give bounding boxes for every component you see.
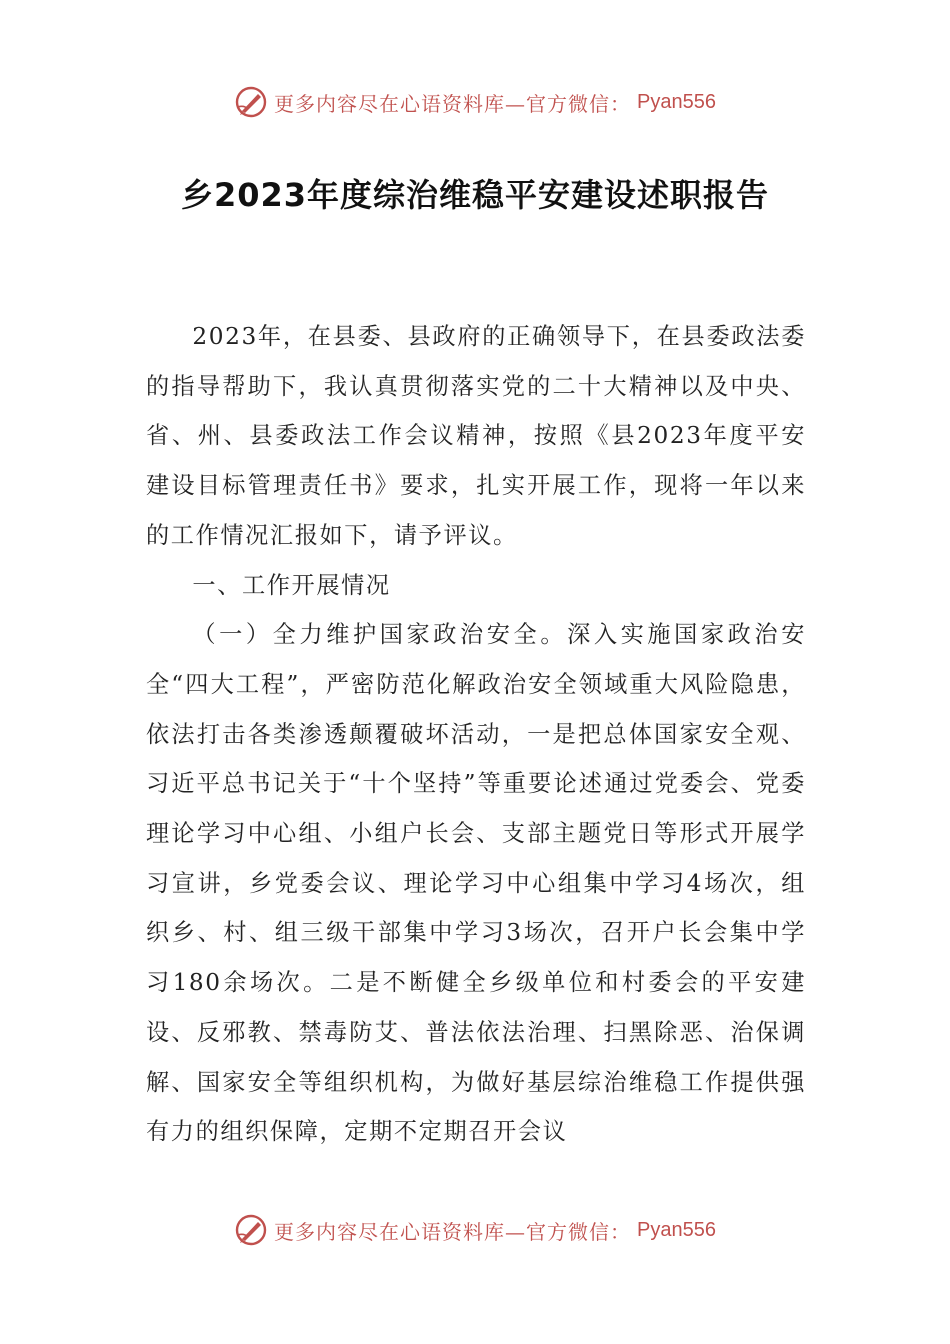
header-watermark [0, 82, 950, 122]
watermark-text: 更多内容尽在心语资料库—官方微信： [274, 91, 632, 116]
footer-watermark [0, 1210, 950, 1250]
intro-paragraph: 2023年，在县委、县政府的正确领导下，在县委政法委的指导帮助下，我认真贯彻落实党的二十大精神以及中央、省、州、县委政法工作会议精神，按照《县2023年度平安建设目标管理责任书》要求，扎实开展工作，现将一年以来的工作情况汇报如下，请予评议。 [146, 323, 806, 549]
watermark-wechat-id: Pyan556 [637, 90, 716, 113]
document-title: 乡2023年度综治维稳平安建设述职报告 [180, 176, 770, 214]
watermark-wechat-id: Pyan556 [637, 1218, 716, 1241]
watermark-text: 更多内容尽在心语资料库—官方微信： [274, 1219, 632, 1244]
pen-circle-logo-icon [234, 85, 268, 119]
section-paragraph: （一）全力维护国家政治安全。深入实施国家政治安全“四大工程”，严密防范化解政治安全领域重大风险隐患，依法打击各类渗透颠覆破坏活动，一是把总体国家安全观、习近平总书记关于“十个坚持”等重要论述通过党委会、党委理论学习中心组、小组户长会、支部主题党日等形式开展学习宣讲，乡党委会议、理论学习中心组集中学习4场次，组织乡、村、组三级干部集中学习3场次，召开户长会集中学习180余场次。二是不断健全乡级单位和村委会的平安建设、反邪教、禁毒防艾、普法依法治理、扫黑除恶、治保调解、国家安全等组织机构，为做好基层综治维稳工作提供强有力的组织保障，定期不定期召开会议 [146, 621, 806, 1146]
section-heading: 一、工作开展情况 [192, 571, 391, 599]
pen-circle-logo-icon [234, 1213, 268, 1247]
document-body [146, 312, 806, 1157]
